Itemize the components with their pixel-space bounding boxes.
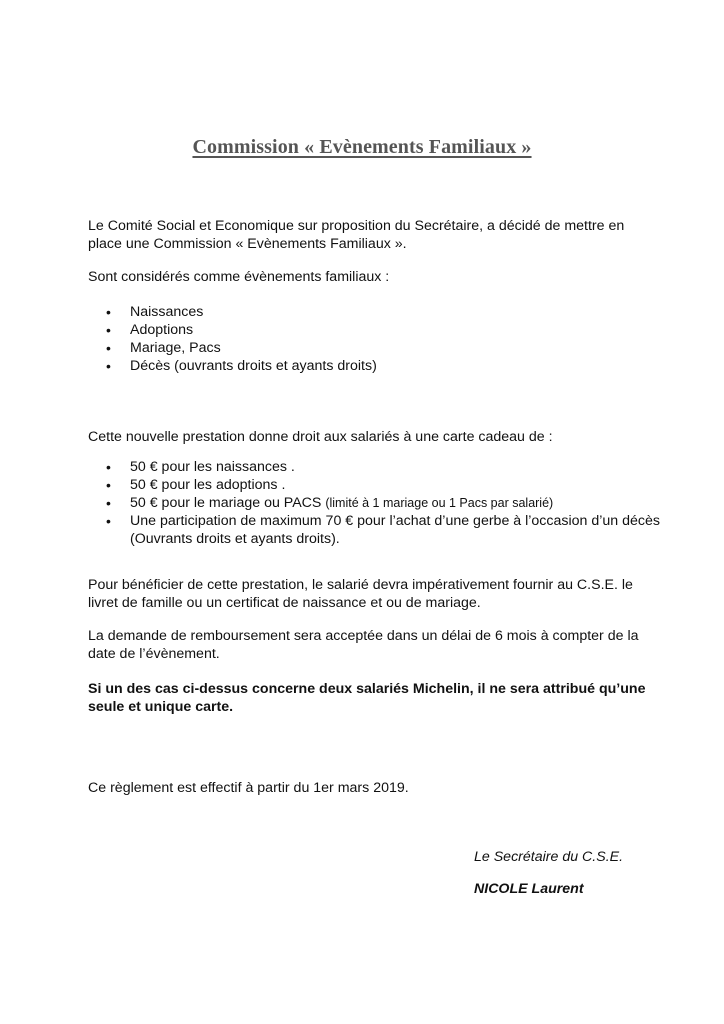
effective-date: Ce règlement est effectif à partir du 1er mars 2019.: [88, 780, 409, 796]
bullet-icon: •: [106, 459, 111, 475]
bullet-icon: •: [106, 340, 111, 356]
bullet-icon: •: [106, 495, 111, 511]
benefit-label: Une participation de maximum 70 € pour l’achat d’une gerbe à l’occasion d’un décès (Ouvrants droits et ayants droits).: [130, 513, 660, 547]
intro-paragraph: Le Comité Social et Economique sur proposition du Secrétaire, a décidé de mettre en place une Commission « Evènements Familiaux ».: [88, 218, 625, 252]
benefit-heading: Cette nouvelle prestation donne droit aux salariés à une carte cadeau de :: [88, 429, 553, 445]
notice-paragraph: Si un des cas ci-dessus concerne deux salariés Michelin, il ne sera attribué qu’une seule et unique carte.: [88, 681, 646, 715]
list-item: [100, 357, 660, 375]
list-item: [100, 303, 660, 321]
event-label: Décès (ouvrants droits et ayants droits): [130, 358, 377, 374]
bullet-icon: •: [106, 358, 111, 374]
bullet-icon: •: [106, 513, 111, 529]
bullet-icon: •: [106, 477, 111, 493]
signature-name: NICOLE Laurent: [474, 881, 584, 897]
list-item: [100, 339, 660, 357]
bullet-icon: •: [106, 304, 111, 320]
events-list: [100, 303, 660, 375]
benefits-list: [100, 458, 660, 548]
benefit-label: 50 € pour le mariage ou PACS: [130, 495, 326, 511]
signature-role: Le Secrétaire du C.S.E.: [474, 849, 624, 865]
benefit-note: (limité à 1 mariage ou 1 Pacs par salarié): [325, 496, 554, 510]
page-title: Commission « Evènements Familiaux »: [192, 136, 532, 158]
list-item: [100, 476, 660, 494]
requirement-paragraph: Pour bénéficier de cette prestation, le salarié devra impérativement fournir au C.S.E. le livret de famille ou un certificat de naissance et ou de mariage.: [88, 577, 633, 611]
list-item: [100, 494, 660, 512]
events-heading: Sont considérés comme évènements familiaux :: [88, 269, 390, 285]
list-item: [100, 458, 660, 476]
bullet-icon: •: [106, 322, 111, 338]
benefit-label: 50 € pour les naissances .: [130, 459, 295, 475]
event-label: Adoptions: [130, 322, 194, 338]
benefit-label: 50 € pour les adoptions .: [130, 477, 286, 493]
deadline-paragraph: La demande de remboursement sera acceptée dans un délai de 6 mois à compter de la date de l’évènement.: [88, 628, 639, 662]
event-label: Naissances: [130, 304, 204, 320]
list-item: [100, 321, 660, 339]
list-item: [100, 512, 660, 548]
event-label: Mariage, Pacs: [130, 340, 221, 356]
